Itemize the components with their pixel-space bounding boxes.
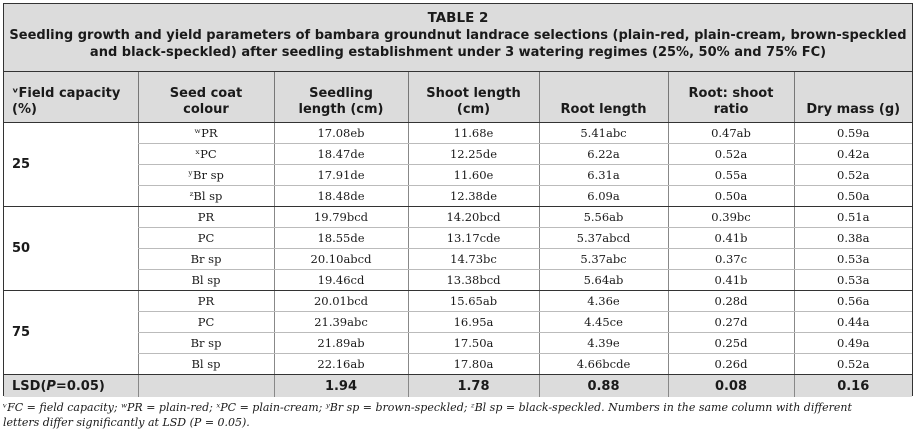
table-subtitle-line2: and black-speckled) after seedling establishment under 3 watering regimes (25%, 50% and 75% FC) — [89, 45, 827, 60]
value-cell: 6.22a — [539, 144, 668, 165]
lsd-value: 1.94 — [274, 375, 408, 398]
value-cell: 17.91de — [274, 165, 408, 186]
value-cell: 0.59a — [794, 123, 912, 144]
value-cell: 0.49a — [794, 333, 912, 354]
value-cell: 0.52a — [794, 165, 912, 186]
seed-coat-cell: ʷPR — [138, 123, 274, 144]
value-cell: 5.56ab — [539, 207, 668, 228]
value-cell: 0.53a — [794, 249, 912, 270]
header-root-shoot-ratio: Root: shoot ratio — [668, 72, 794, 123]
value-cell: 0.50a — [794, 186, 912, 207]
lsd-value: 1.78 — [408, 375, 539, 398]
seed-coat-cell: ʸBr sp — [138, 165, 274, 186]
value-cell: 0.55a — [668, 165, 794, 186]
value-cell: 5.37abcd — [539, 228, 668, 249]
value-cell: 20.10abcd — [274, 249, 408, 270]
value-cell: 0.47ab — [668, 123, 794, 144]
table-row — [4, 312, 912, 333]
table-row — [4, 354, 912, 375]
field-capacity-cell: 25 — [4, 123, 138, 207]
value-cell: 17.80a — [408, 354, 539, 375]
seed-coat-cell: Br sp — [138, 333, 274, 354]
table-caption — [4, 4, 912, 72]
value-cell: 16.95a — [408, 312, 539, 333]
lsd-label: LSD(P=0.05) — [4, 375, 138, 398]
table-row — [4, 228, 912, 249]
table-row — [4, 144, 912, 165]
value-cell: 0.25d — [668, 333, 794, 354]
lsd-row — [4, 375, 912, 398]
value-cell: 0.52a — [794, 354, 912, 375]
value-cell: 19.79bcd — [274, 207, 408, 228]
seed-coat-cell: ˣPC — [138, 144, 274, 165]
value-cell: 13.17cde — [408, 228, 539, 249]
value-cell: 5.41abc — [539, 123, 668, 144]
value-cell: 0.42a — [794, 144, 912, 165]
value-cell: 18.55de — [274, 228, 408, 249]
table-title: TABLE 2 — [427, 10, 489, 26]
value-cell: 19.46cd — [274, 270, 408, 291]
header-row — [4, 72, 912, 123]
value-cell: 18.47de — [274, 144, 408, 165]
table-row — [4, 291, 912, 312]
lsd-spacer — [138, 375, 274, 398]
value-cell: 0.44a — [794, 312, 912, 333]
value-cell: 0.37c — [668, 249, 794, 270]
header-seed-coat: Seed coat colour — [138, 72, 274, 123]
value-cell: 21.39abc — [274, 312, 408, 333]
footnote-line2: letters differ significantly at LSD (P = 0.05). — [3, 416, 250, 429]
seed-coat-cell: PC — [138, 312, 274, 333]
value-cell: 0.26d — [668, 354, 794, 375]
value-cell: 0.27d — [668, 312, 794, 333]
lsd-value: 0.08 — [668, 375, 794, 398]
value-cell: 20.01bcd — [274, 291, 408, 312]
table-subtitle-line1: Seedling growth and yield parameters of bambara groundnut landrace selections (plain-red, plain-cream, brown-speckled — [9, 28, 907, 43]
value-cell: 21.89ab — [274, 333, 408, 354]
value-cell: 12.25de — [408, 144, 539, 165]
value-cell: 4.66bcde — [539, 354, 668, 375]
table-frame — [3, 3, 913, 396]
value-cell: 4.36e — [539, 291, 668, 312]
table-row — [4, 333, 912, 354]
value-cell: 0.53a — [794, 270, 912, 291]
value-cell: 15.65ab — [408, 291, 539, 312]
value-cell: 4.39e — [539, 333, 668, 354]
table-row — [4, 165, 912, 186]
footnote-line1: ᵛFC = field capacity; ʷPR = plain-red; ˣPC = plain-cream; ʸBr sp = brown-speckled; ᶻBl sp = black-speckled. Numbers in the same column with different — [3, 401, 852, 414]
seed-coat-cell: ᶻBl sp — [138, 186, 274, 207]
header-root-length: Root length — [539, 72, 668, 123]
header-field-capacity: ᵛField capacity (%) — [4, 72, 138, 123]
value-cell: 5.64ab — [539, 270, 668, 291]
value-cell: 14.20bcd — [408, 207, 539, 228]
field-capacity-cell: 75 — [4, 291, 138, 375]
seed-coat-cell: PR — [138, 291, 274, 312]
table-row — [4, 123, 912, 144]
table-footnote — [3, 400, 915, 430]
seed-coat-cell: PC — [138, 228, 274, 249]
value-cell: 0.41b — [668, 270, 794, 291]
table-row — [4, 249, 912, 270]
value-cell: 18.48de — [274, 186, 408, 207]
seed-coat-cell: Br sp — [138, 249, 274, 270]
value-cell: 6.31a — [539, 165, 668, 186]
seed-coat-cell: Bl sp — [138, 354, 274, 375]
seed-coat-cell: Bl sp — [138, 270, 274, 291]
value-cell: 0.28d — [668, 291, 794, 312]
value-cell: 17.50a — [408, 333, 539, 354]
value-cell: 14.73bc — [408, 249, 539, 270]
value-cell: 4.45ce — [539, 312, 668, 333]
field-capacity-cell: 50 — [4, 207, 138, 291]
table-row — [4, 186, 912, 207]
lsd-value: 0.88 — [539, 375, 668, 398]
value-cell: 0.50a — [668, 186, 794, 207]
data-table — [4, 72, 912, 397]
value-cell: 13.38bcd — [408, 270, 539, 291]
value-cell: 0.51a — [794, 207, 912, 228]
header-dry-mass: Dry mass (g) — [794, 72, 912, 123]
value-cell: 0.52a — [668, 144, 794, 165]
value-cell: 5.37abc — [539, 249, 668, 270]
lsd-value: 0.16 — [794, 375, 912, 398]
seed-coat-cell: PR — [138, 207, 274, 228]
table-body — [4, 123, 912, 375]
value-cell: 0.38a — [794, 228, 912, 249]
value-cell: 11.60e — [408, 165, 539, 186]
table-row — [4, 207, 912, 228]
value-cell: 0.41b — [668, 228, 794, 249]
value-cell: 0.56a — [794, 291, 912, 312]
value-cell: 22.16ab — [274, 354, 408, 375]
value-cell: 11.68e — [408, 123, 539, 144]
value-cell: 17.08eb — [274, 123, 408, 144]
value-cell: 12.38de — [408, 186, 539, 207]
table-row — [4, 270, 912, 291]
header-shoot-length: Shoot length (cm) — [408, 72, 539, 123]
header-seedling-length: Seedling length (cm) — [274, 72, 408, 123]
value-cell: 0.39bc — [668, 207, 794, 228]
value-cell: 6.09a — [539, 186, 668, 207]
